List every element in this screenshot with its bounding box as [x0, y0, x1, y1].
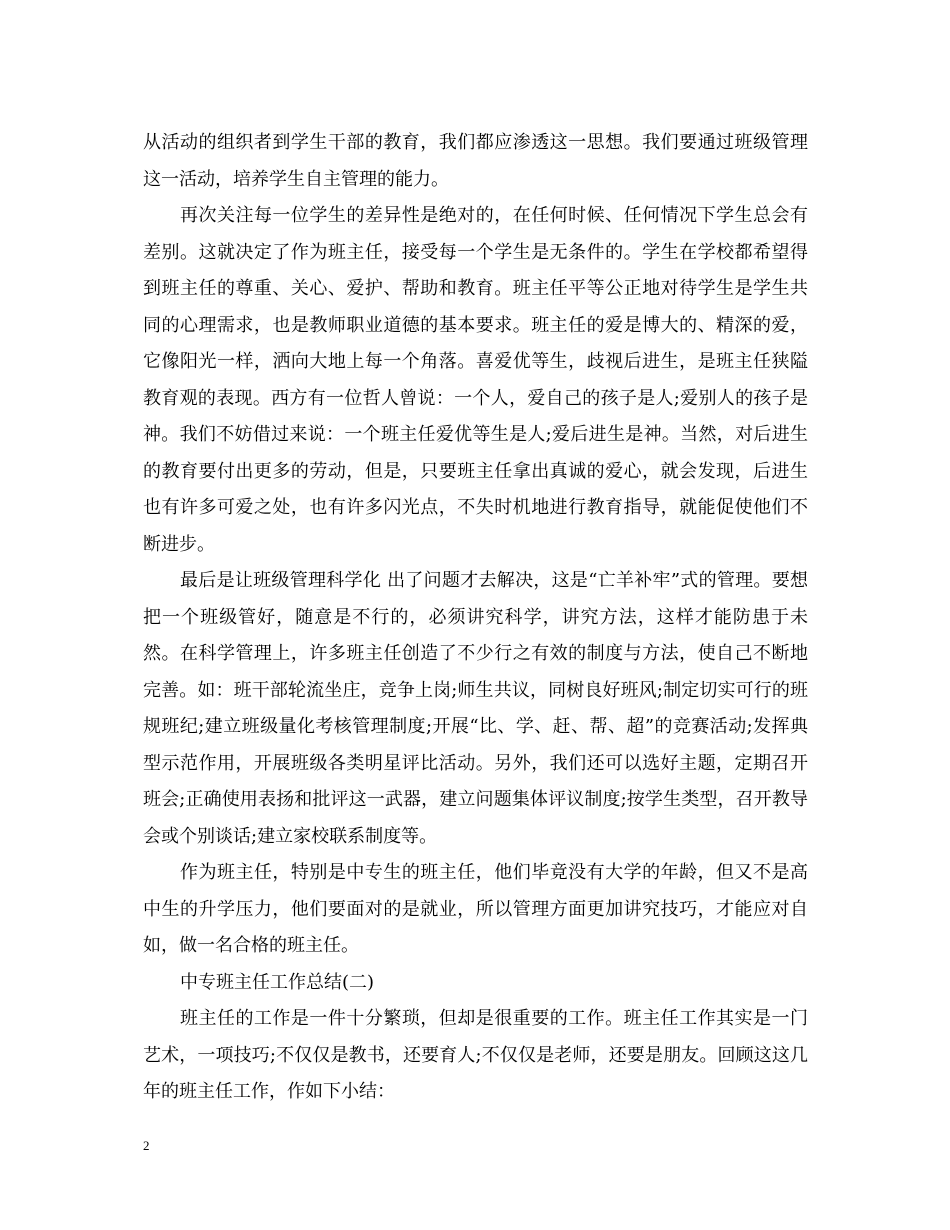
paragraph-continuation: 从活动的组织者到学生干部的教育，我们都应渗透这一思想。我们要通过班级管理这一活动，培养学生自主管理的能力。	[143, 132, 808, 190]
paragraph-vocational-teacher: 作为班主任，特别是中专生的班主任，他们毕竟没有大学的年龄，但又不是高中生的升学压力，他们要面对的是就业，所以管理方面更加讲究技巧，才能应对自如，做一名合格的班主任。	[143, 862, 808, 956]
paragraph-student-differences: 再次关注每一位学生的差异性是绝对的，在任何时候、任何情况下学生总会有差别。这就决定了作为班主任，接受每一个学生是无条件的。学生在学校都希望得到班主任的尊重、关心、爱护、帮助和教育。班主任平等公正地对待学生是学生共同的心理需求，也是教师职业道德的基本要求。班主任的爱是博大的、精深的爱，它像阳光一样，洒向大地上每一个角落。喜爱优等生，歧视后进生，是班主任狭隘教育观的表现。西方有一位哲人曾说：一个人，爱自己的孩子是人;爱别人的孩子是神。我们不妨借过来说：一个班主任爱优等生是人;爱后进生是神。当然，对后进生的教育要付出更多的劳动，但是，只要班主任拿出真诚的爱心，就会发现，后进生也有许多可爱之处，也有许多闪光点，不失时机地进行教育指导，就能促使他们不断进步。	[143, 205, 808, 555]
page-number: 2	[143, 1138, 150, 1153]
paragraph-scientific-management: 最后是让班级管理科学化 出了问题才去解决，这是“亡羊补牢”式的管理。要想把一个班级管好，随意是不行的，必须讲究科学，讲究方法，这样才能防患于未然。在科学管理上，许多班主任创造了不少行之有效的制度与方法，使自己不断地完善。如：班干部轮流坐庄，竞争上岗;师生共议，同树良好班风;制定切实可行的班规班纪;建立班级量化考核管理制度;开展“比、学、赶、帮、超”的竞赛活动;发挥典型示范作用，开展班级各类明星评比活动。另外，我们还可以选好主题，定期召开班会;正确使用表扬和批评这一武器，建立问题集体评议制度;按学生类型，召开教导会或个别谈话;建立家校联系制度等。	[143, 570, 808, 847]
section-heading: 中专班主任工作总结(二)	[180, 971, 375, 993]
document-body	[143, 125, 808, 1111]
paragraph-summary-intro: 班主任的工作是一件十分繁琐，但却是很重要的工作。班主任工作其实是一门艺术，一项技巧;不仅仅是教书，还要育人;不仅仅是老师，还要是朋友。回顾这这几年的班主任工作，作如下小结：	[143, 1008, 808, 1102]
